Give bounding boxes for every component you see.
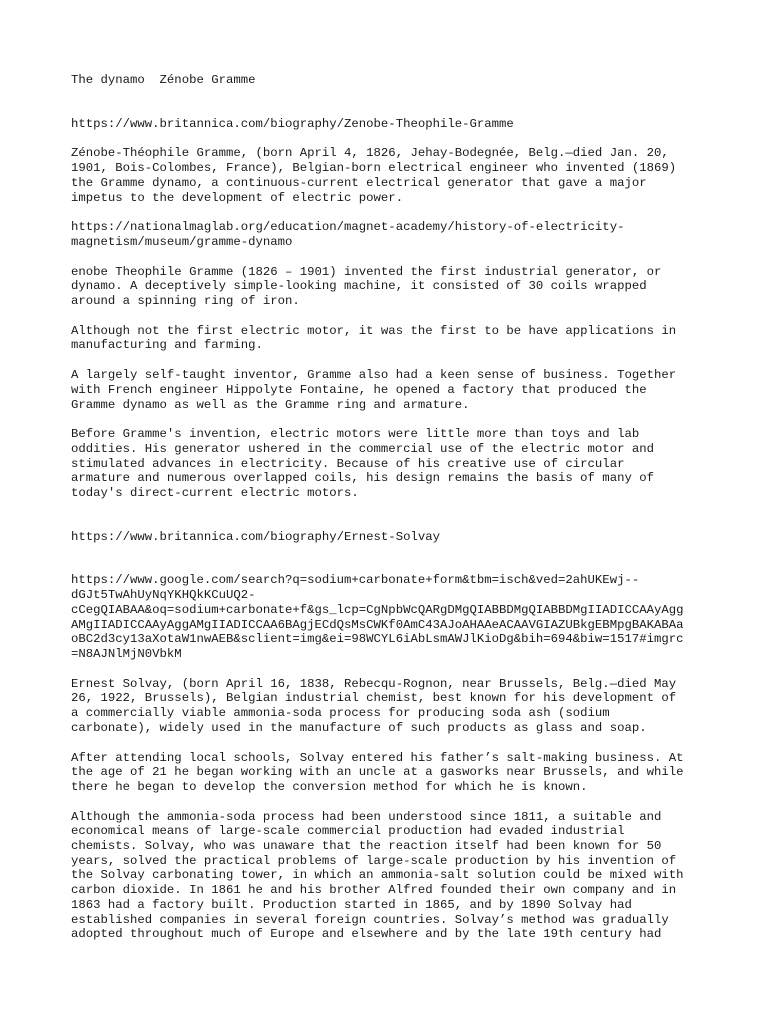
source-link-britannica-solvay[interactable]: https://www.britannica.com/biography/Ernest-Solvay [71,529,440,544]
source-link-britannica-gramme[interactable]: https://www.britannica.com/biography/Zenobe-Theophile-Gramme [71,116,514,131]
paragraph-gramme-applications: Although not the first electric motor, it was the first to be have applications in manufacturing and farming. [71,323,677,353]
paragraph-gramme-business: A largely self-taught inventor, Gramme also had a keen sense of business. Together with French engineer Hippolyte Fontaine, he opened a factory that produced the Gramme dynamo as well as the Gramme ring and armature. [71,368,677,412]
paragraph-solvay-bio: Ernest Solvay, (born April 16, 1838, Rebecqu-Rognon, near Brussels, Belg.—died May 26, 1922, Brussels), Belgian industrial chemist, best known for his development of a commercially viable ammonia-soda process for producing soda ash (sodium carbonate), widely used in the manufacture of such products as glass and soap. [71,676,677,735]
paragraph-solvay-process: Although the ammonia-soda process had been understood since 1811, a suitable and economical means of large-scale commercial production had evaded industrial chemists. Solvay, who was unaware that the reaction itself had been known for 50 years, solved the practical problems of large-scale production by his invention of the Solvay carbonating tower, in which an ammonia-salt solution could be mixed with carbon dioxide. In 1861 he and his brother Alfred founded their own company and in 1863 had a factory built. Production started in 1865, and by 1890 Solvay had established companies in several foreign countries. Solvay’s method was gradually adopted throughout much of Europe and elsewhere and by the late 19th century had [71,809,684,942]
document-title: The dynamo Zénobe Gramme [71,73,256,87]
document-body [71,73,711,957]
source-link-google-search[interactable]: https://www.google.com/search?q=sodium+carbonate+form&tbm=isch&ved=2ahUKEwj-- dGJt5TwAhUyNqYKHQkKCuUQ2- cCegQIABAA&oq=sodium+carbonate+f&gs_lcp=CgNpbWcQARgDMgQIABBDMgQIABBDMgIIADICCAAyAgg AMgIIADICCAAyAggAMgIIADICCAA6BAgjECdQsMsCWKf0AmC43AJoAHAAeACAAVGIAZUBkgEBMpgBAKABAa oBC2d3cy13aXotaW1nwAEB&sclient=img&ei=98WCYL6iAbLsmAWJlKioDg&bih=694&biw=1517#imgrc =N8AJNlMjN0VbkM [71,573,684,661]
source-link-maglab[interactable]: https://nationalmaglab.org/education/magnet-academy/history-of-electricity- magnetism/museum/gramme-dynamo [71,220,625,249]
paragraph-gramme-bio: Zénobe-Théophile Gramme, (born April 4, 1826, Jehay-Bodegnée, Belg.—died Jan. 20, 1901, Bois-Colombes, France), Belgian-born electrical engineer who invented (1869) the Gramme dynamo, a continuous-current electrical generator that gave a major impetus to the development of electric power. [71,146,677,205]
paragraph-gramme-legacy: Before Gramme's invention, electric motors were little more than toys and lab oddities. His generator ushered in the commercial use of the electric motor and stimulated advances in electricity. Because of his creative use of circular armature and numerous overlapped coils, his design remains the basis of many of today's direct-current electric motors. [71,427,654,501]
paragraph-gramme-generator: enobe Theophile Gramme (1826 – 1901) invented the first industrial generator, or dynamo. A deceptively simple-looking machine, it consisted of 30 coils wrapped around a spinning ring of iron. [71,264,662,309]
paragraph-solvay-early-life: After attending local schools, Solvay entered his father’s salt-making business. At the age of 21 he began working with an uncle at a gasworks near Brussels, and while there he began to develop the conversion method for which he is known. [71,750,684,794]
